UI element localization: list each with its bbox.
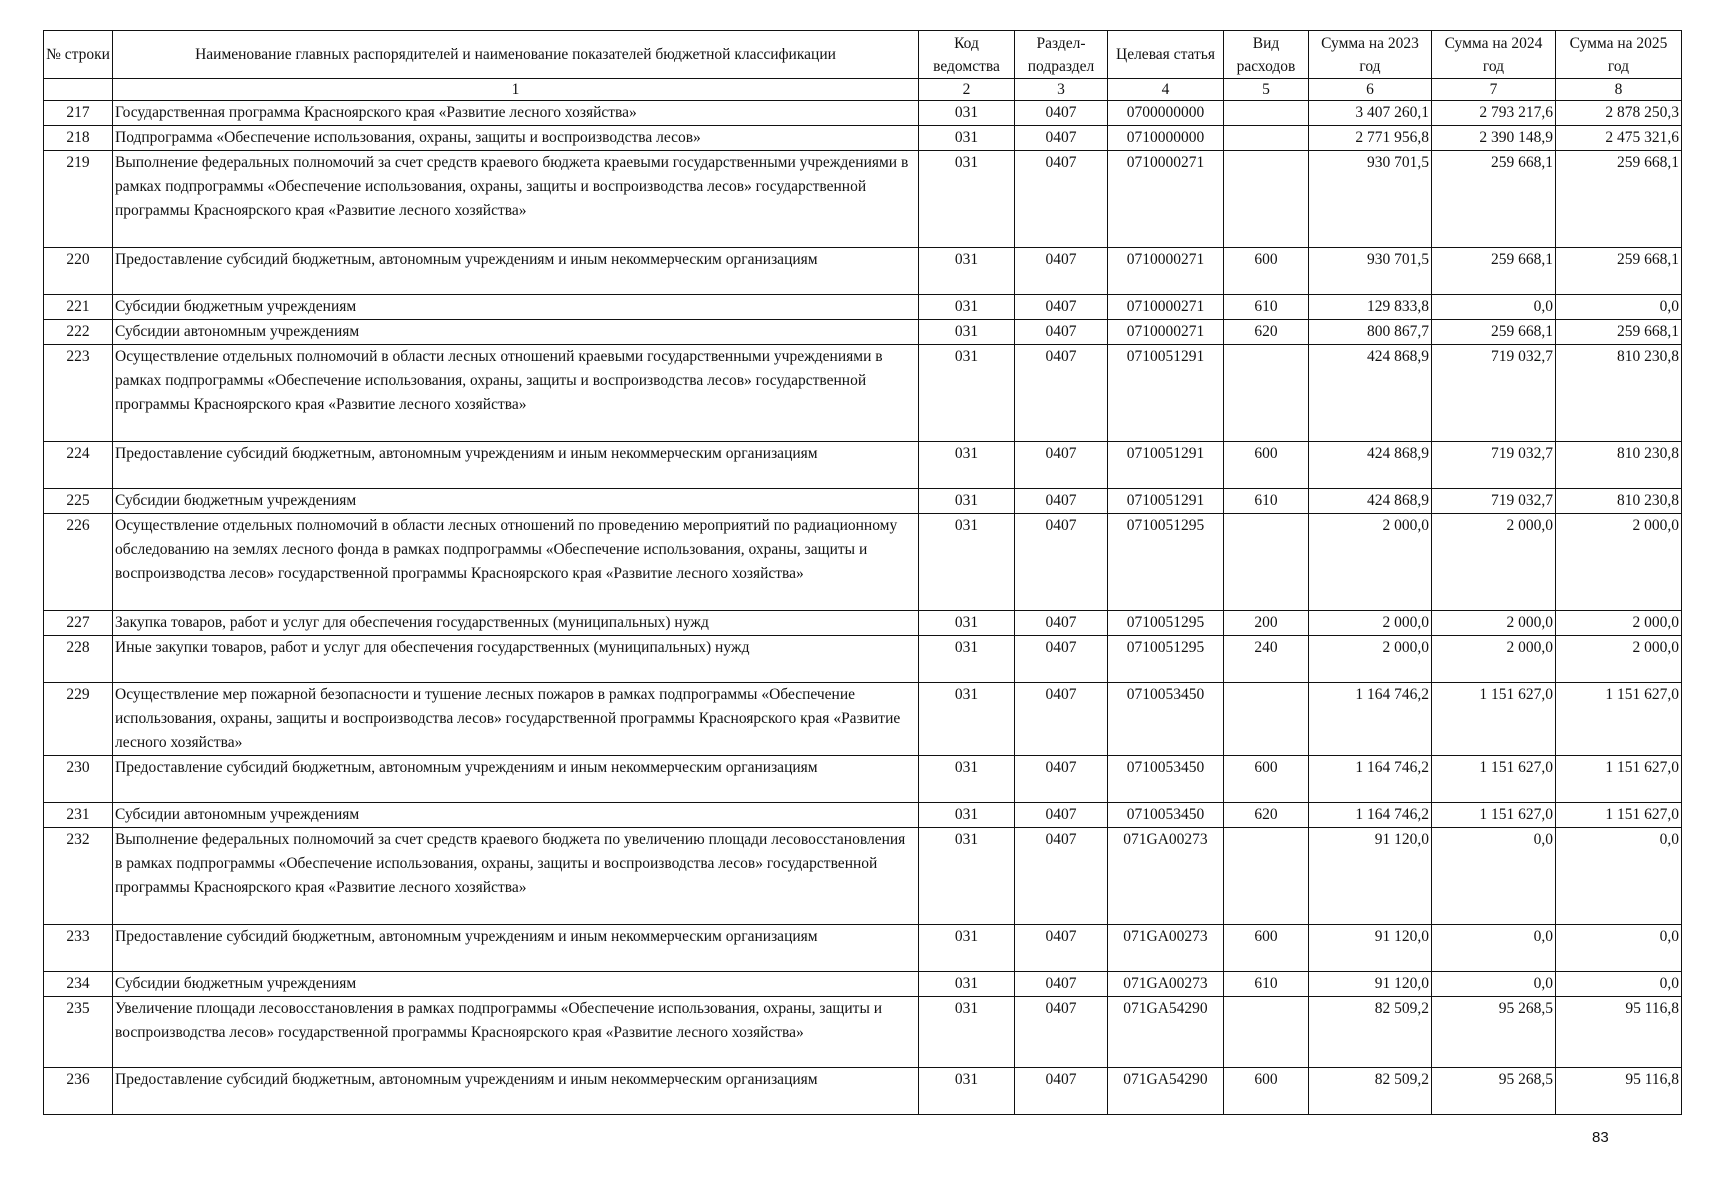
table-row <box>44 320 1682 345</box>
row-sum-2024: 2 390 148,9 <box>1432 126 1556 151</box>
row-dept-code: 031 <box>919 1068 1015 1115</box>
row-sum-2024: 2 000,0 <box>1432 514 1556 611</box>
row-sum-2023: 1 164 746,2 <box>1309 803 1432 828</box>
row-name: Государственная программа Красноярского края «Развитие лесного хозяйства» <box>113 101 919 126</box>
row-sum-2024: 0,0 <box>1432 972 1556 997</box>
row-sum-2024: 2 793 217,6 <box>1432 101 1556 126</box>
row-number: 232 <box>44 828 113 925</box>
row-target: 0710000271 <box>1108 320 1224 345</box>
row-number: 233 <box>44 925 113 972</box>
row-number: 229 <box>44 683 113 756</box>
table-row <box>44 151 1682 248</box>
row-name: Субсидии бюджетным учреждениям <box>113 295 919 320</box>
row-number: 223 <box>44 345 113 442</box>
row-name: Предоставление субсидий бюджетным, автономным учреждениям и иным некоммерческим организациям <box>113 1068 919 1115</box>
row-name: Выполнение федеральных полномочий за счет средств краевого бюджета краевыми государственными учреждениями в рамках подпрограммы «Обеспечение использования, охраны, защиты и воспроизводства лесов» государственной программы Красноярского края «Развитие лесного хозяйства» <box>113 151 919 248</box>
header-sum-2023: Сумма на 2023 год <box>1309 31 1432 79</box>
row-target: 0710000271 <box>1108 248 1224 295</box>
row-number: 226 <box>44 514 113 611</box>
row-section: 0407 <box>1015 248 1108 295</box>
row-dept-code: 031 <box>919 972 1015 997</box>
row-sum-2023: 2 000,0 <box>1309 611 1432 636</box>
row-section: 0407 <box>1015 126 1108 151</box>
row-sum-2023: 82 509,2 <box>1309 1068 1432 1115</box>
row-number: 224 <box>44 442 113 489</box>
row-sum-2023: 91 120,0 <box>1309 925 1432 972</box>
table-row <box>44 611 1682 636</box>
row-target: 0710053450 <box>1108 756 1224 803</box>
row-sum-2025: 2 000,0 <box>1556 514 1682 611</box>
row-sum-2025: 0,0 <box>1556 828 1682 925</box>
row-sum-2025: 2 000,0 <box>1556 636 1682 683</box>
row-section: 0407 <box>1015 803 1108 828</box>
row-target: 0710051295 <box>1108 611 1224 636</box>
table-row <box>44 442 1682 489</box>
row-sum-2025: 95 116,8 <box>1556 1068 1682 1115</box>
row-target: 0700000000 <box>1108 101 1224 126</box>
row-expense-kind: 240 <box>1224 636 1309 683</box>
row-target: 0710000271 <box>1108 151 1224 248</box>
row-number: 236 <box>44 1068 113 1115</box>
row-dept-code: 031 <box>919 151 1015 248</box>
row-name: Увеличение площади лесовосстановления в рамках подпрограммы «Обеспечение использования, охраны, защиты и воспроизводства лесов» государственной программы Красноярского края «Развитие лесного хозяйства» <box>113 997 919 1068</box>
row-target: 0710051291 <box>1108 489 1224 514</box>
row-sum-2024: 0,0 <box>1432 925 1556 972</box>
row-sum-2024: 1 151 627,0 <box>1432 683 1556 756</box>
row-dept-code: 031 <box>919 320 1015 345</box>
row-name: Предоставление субсидий бюджетным, автономным учреждениям и иным некоммерческим организациям <box>113 442 919 489</box>
row-dept-code: 031 <box>919 514 1015 611</box>
table-row <box>44 345 1682 442</box>
row-expense-kind: 200 <box>1224 611 1309 636</box>
row-section: 0407 <box>1015 442 1108 489</box>
row-sum-2023: 129 833,8 <box>1309 295 1432 320</box>
table-row <box>44 925 1682 972</box>
row-number: 234 <box>44 972 113 997</box>
row-number: 225 <box>44 489 113 514</box>
row-expense-kind: 610 <box>1224 295 1309 320</box>
row-name: Предоставление субсидий бюджетным, автономным учреждениям и иным некоммерческим организациям <box>113 248 919 295</box>
table-row <box>44 126 1682 151</box>
row-section: 0407 <box>1015 828 1108 925</box>
row-target: 0710051295 <box>1108 636 1224 683</box>
row-target: 071GA54290 <box>1108 997 1224 1068</box>
row-name: Осуществление мер пожарной безопасности и тушение лесных пожаров в рамках подпрограммы «Обеспечение использования, охраны, защиты и воспроизводства лесов» государственной программы Красноярского края «Развитие лесного хозяйства» <box>113 683 919 756</box>
row-expense-kind: 610 <box>1224 972 1309 997</box>
row-sum-2025: 259 668,1 <box>1556 248 1682 295</box>
header-dept-code: Код ведомства <box>919 31 1015 79</box>
row-dept-code: 031 <box>919 126 1015 151</box>
row-sum-2025: 2 000,0 <box>1556 611 1682 636</box>
row-name: Подпрограмма «Обеспечение использования, охраны, защиты и воспроизводства лесов» <box>113 126 919 151</box>
row-name: Субсидии автономным учреждениям <box>113 803 919 828</box>
row-name: Закупка товаров, работ и услуг для обеспечения государственных (муниципальных) нужд <box>113 611 919 636</box>
row-section: 0407 <box>1015 345 1108 442</box>
row-dept-code: 031 <box>919 248 1015 295</box>
row-name: Предоставление субсидий бюджетным, автономным учреждениям и иным некоммерческим организациям <box>113 925 919 972</box>
table-row <box>44 1068 1682 1115</box>
row-sum-2023: 2 000,0 <box>1309 636 1432 683</box>
row-sum-2025: 1 151 627,0 <box>1556 803 1682 828</box>
colnum-6: 6 <box>1309 79 1432 101</box>
header-target: Целевая статья <box>1108 31 1224 79</box>
row-number: 235 <box>44 997 113 1068</box>
row-section: 0407 <box>1015 611 1108 636</box>
row-expense-kind <box>1224 151 1309 248</box>
row-section: 0407 <box>1015 1068 1108 1115</box>
row-expense-kind: 600 <box>1224 442 1309 489</box>
colnum-4: 4 <box>1108 79 1224 101</box>
row-section: 0407 <box>1015 997 1108 1068</box>
table-body <box>44 101 1682 1115</box>
table-row <box>44 803 1682 828</box>
row-sum-2023: 1 164 746,2 <box>1309 756 1432 803</box>
table-row <box>44 489 1682 514</box>
row-name: Осуществление отдельных полномочий в области лесных отношений краевыми государственными учреждениями в рамках подпрограммы «Обеспечение использования, охраны, защиты и воспроизводства лесов» государственной программы Красноярского края «Развитие лесного хозяйства» <box>113 345 919 442</box>
row-dept-code: 031 <box>919 295 1015 320</box>
row-number: 230 <box>44 756 113 803</box>
row-expense-kind <box>1224 345 1309 442</box>
row-expense-kind: 610 <box>1224 489 1309 514</box>
row-dept-code: 031 <box>919 636 1015 683</box>
row-sum-2024: 95 268,5 <box>1432 997 1556 1068</box>
colnum-5: 5 <box>1224 79 1309 101</box>
row-section: 0407 <box>1015 756 1108 803</box>
row-sum-2025: 259 668,1 <box>1556 151 1682 248</box>
row-name: Осуществление отдельных полномочий в области лесных отношений по проведению мероприятий по радиационному обследованию на землях лесного фонда в рамках подпрограммы «Обеспечение использования, охраны, защиты и воспроизводства лесов» государственной программы Красноярского края «Развитие лесного хозяйства» <box>113 514 919 611</box>
colnum-empty <box>44 79 113 101</box>
row-sum-2024: 2 000,0 <box>1432 611 1556 636</box>
header-row-number: № строки <box>44 31 113 79</box>
row-target: 0710051291 <box>1108 345 1224 442</box>
row-section: 0407 <box>1015 636 1108 683</box>
row-sum-2024: 0,0 <box>1432 295 1556 320</box>
header-expense-kind: Вид расходов <box>1224 31 1309 79</box>
table-row <box>44 248 1682 295</box>
row-section: 0407 <box>1015 514 1108 611</box>
row-sum-2025: 0,0 <box>1556 925 1682 972</box>
row-sum-2025: 0,0 <box>1556 972 1682 997</box>
row-dept-code: 031 <box>919 756 1015 803</box>
row-sum-2023: 424 868,9 <box>1309 489 1432 514</box>
header-name: Наименование главных распорядителей и наименование показателей бюджетной классификации <box>113 31 919 79</box>
table-row <box>44 756 1682 803</box>
row-dept-code: 031 <box>919 683 1015 756</box>
row-sum-2024: 259 668,1 <box>1432 248 1556 295</box>
row-name: Иные закупки товаров, работ и услуг для обеспечения государственных (муниципальных) нужд <box>113 636 919 683</box>
row-target: 0710000000 <box>1108 126 1224 151</box>
row-number: 222 <box>44 320 113 345</box>
row-section: 0407 <box>1015 925 1108 972</box>
table-row <box>44 514 1682 611</box>
row-sum-2023: 2 771 956,8 <box>1309 126 1432 151</box>
row-sum-2024: 1 151 627,0 <box>1432 803 1556 828</box>
header-row <box>44 31 1682 79</box>
row-sum-2023: 1 164 746,2 <box>1309 683 1432 756</box>
row-sum-2025: 810 230,8 <box>1556 345 1682 442</box>
row-sum-2025: 1 151 627,0 <box>1556 683 1682 756</box>
row-sum-2024: 95 268,5 <box>1432 1068 1556 1115</box>
row-expense-kind: 600 <box>1224 925 1309 972</box>
colnum-8: 8 <box>1556 79 1682 101</box>
row-sum-2025: 0,0 <box>1556 295 1682 320</box>
row-expense-kind <box>1224 828 1309 925</box>
row-sum-2025: 2 475 321,6 <box>1556 126 1682 151</box>
row-number: 221 <box>44 295 113 320</box>
row-number: 220 <box>44 248 113 295</box>
row-dept-code: 031 <box>919 611 1015 636</box>
row-number: 217 <box>44 101 113 126</box>
row-target: 071GA00273 <box>1108 828 1224 925</box>
row-sum-2024: 719 032,7 <box>1432 489 1556 514</box>
header-sum-2024: Сумма на 2024 год <box>1432 31 1556 79</box>
row-expense-kind: 620 <box>1224 803 1309 828</box>
row-section: 0407 <box>1015 489 1108 514</box>
row-dept-code: 031 <box>919 345 1015 442</box>
colnum-2: 2 <box>919 79 1015 101</box>
header-sum-2025: Сумма на 2025 год <box>1556 31 1682 79</box>
header-section: Раздел-подраздел <box>1015 31 1108 79</box>
row-sum-2025: 810 230,8 <box>1556 442 1682 489</box>
row-name: Субсидии бюджетным учреждениям <box>113 489 919 514</box>
row-sum-2023: 82 509,2 <box>1309 997 1432 1068</box>
row-target: 071GA00273 <box>1108 972 1224 997</box>
row-section: 0407 <box>1015 683 1108 756</box>
row-expense-kind: 600 <box>1224 756 1309 803</box>
row-sum-2024: 719 032,7 <box>1432 442 1556 489</box>
row-sum-2024: 719 032,7 <box>1432 345 1556 442</box>
row-expense-kind: 600 <box>1224 248 1309 295</box>
row-sum-2023: 424 868,9 <box>1309 345 1432 442</box>
row-target: 0710053450 <box>1108 803 1224 828</box>
row-sum-2025: 95 116,8 <box>1556 997 1682 1068</box>
row-target: 0710051295 <box>1108 514 1224 611</box>
row-target: 071GA54290 <box>1108 1068 1224 1115</box>
table-row <box>44 636 1682 683</box>
row-sum-2024: 259 668,1 <box>1432 320 1556 345</box>
row-expense-kind <box>1224 514 1309 611</box>
row-number: 231 <box>44 803 113 828</box>
row-dept-code: 031 <box>919 828 1015 925</box>
table-row <box>44 972 1682 997</box>
row-sum-2024: 0,0 <box>1432 828 1556 925</box>
row-number: 228 <box>44 636 113 683</box>
budget-table <box>43 30 1682 1115</box>
row-name: Предоставление субсидий бюджетным, автономным учреждениям и иным некоммерческим организациям <box>113 756 919 803</box>
row-section: 0407 <box>1015 320 1108 345</box>
budget-table-page <box>43 30 1681 1115</box>
row-expense-kind <box>1224 101 1309 126</box>
row-name: Выполнение федеральных полномочий за счет средств краевого бюджета по увеличению площади лесовосстановления в рамках подпрограммы «Обеспечение использования, охраны, защиты и воспроизводства лесов» государственной программы Красноярского края «Развитие лесного хозяйства» <box>113 828 919 925</box>
row-expense-kind: 600 <box>1224 1068 1309 1115</box>
row-dept-code: 031 <box>919 925 1015 972</box>
row-name: Субсидии автономным учреждениям <box>113 320 919 345</box>
table-row <box>44 295 1682 320</box>
row-sum-2023: 91 120,0 <box>1309 828 1432 925</box>
row-target: 071GA00273 <box>1108 925 1224 972</box>
row-dept-code: 031 <box>919 101 1015 126</box>
row-target: 0710051291 <box>1108 442 1224 489</box>
row-sum-2023: 930 701,5 <box>1309 248 1432 295</box>
row-section: 0407 <box>1015 972 1108 997</box>
row-expense-kind <box>1224 683 1309 756</box>
row-section: 0407 <box>1015 295 1108 320</box>
row-number: 227 <box>44 611 113 636</box>
colnum-1: 1 <box>113 79 919 101</box>
row-sum-2023: 91 120,0 <box>1309 972 1432 997</box>
table-row <box>44 101 1682 126</box>
row-sum-2025: 259 668,1 <box>1556 320 1682 345</box>
row-number: 219 <box>44 151 113 248</box>
row-sum-2023: 424 868,9 <box>1309 442 1432 489</box>
table-row <box>44 828 1682 925</box>
row-dept-code: 031 <box>919 442 1015 489</box>
row-sum-2025: 2 878 250,3 <box>1556 101 1682 126</box>
row-expense-kind <box>1224 126 1309 151</box>
table-row <box>44 683 1682 756</box>
row-section: 0407 <box>1015 101 1108 126</box>
row-sum-2023: 2 000,0 <box>1309 514 1432 611</box>
row-sum-2023: 800 867,7 <box>1309 320 1432 345</box>
row-sum-2024: 1 151 627,0 <box>1432 756 1556 803</box>
row-sum-2025: 810 230,8 <box>1556 489 1682 514</box>
row-sum-2024: 259 668,1 <box>1432 151 1556 248</box>
row-number: 218 <box>44 126 113 151</box>
row-sum-2023: 930 701,5 <box>1309 151 1432 248</box>
row-dept-code: 031 <box>919 489 1015 514</box>
row-sum-2023: 3 407 260,1 <box>1309 101 1432 126</box>
row-dept-code: 031 <box>919 997 1015 1068</box>
page-number: 83 <box>1592 1129 1609 1146</box>
row-sum-2024: 2 000,0 <box>1432 636 1556 683</box>
row-section: 0407 <box>1015 151 1108 248</box>
row-name: Субсидии бюджетным учреждениям <box>113 972 919 997</box>
row-expense-kind: 620 <box>1224 320 1309 345</box>
row-dept-code: 031 <box>919 803 1015 828</box>
colnum-3: 3 <box>1015 79 1108 101</box>
row-target: 0710053450 <box>1108 683 1224 756</box>
colnum-7: 7 <box>1432 79 1556 101</box>
row-expense-kind <box>1224 997 1309 1068</box>
row-target: 0710000271 <box>1108 295 1224 320</box>
column-numbers-row <box>44 79 1682 101</box>
row-sum-2025: 1 151 627,0 <box>1556 756 1682 803</box>
table-row <box>44 997 1682 1068</box>
